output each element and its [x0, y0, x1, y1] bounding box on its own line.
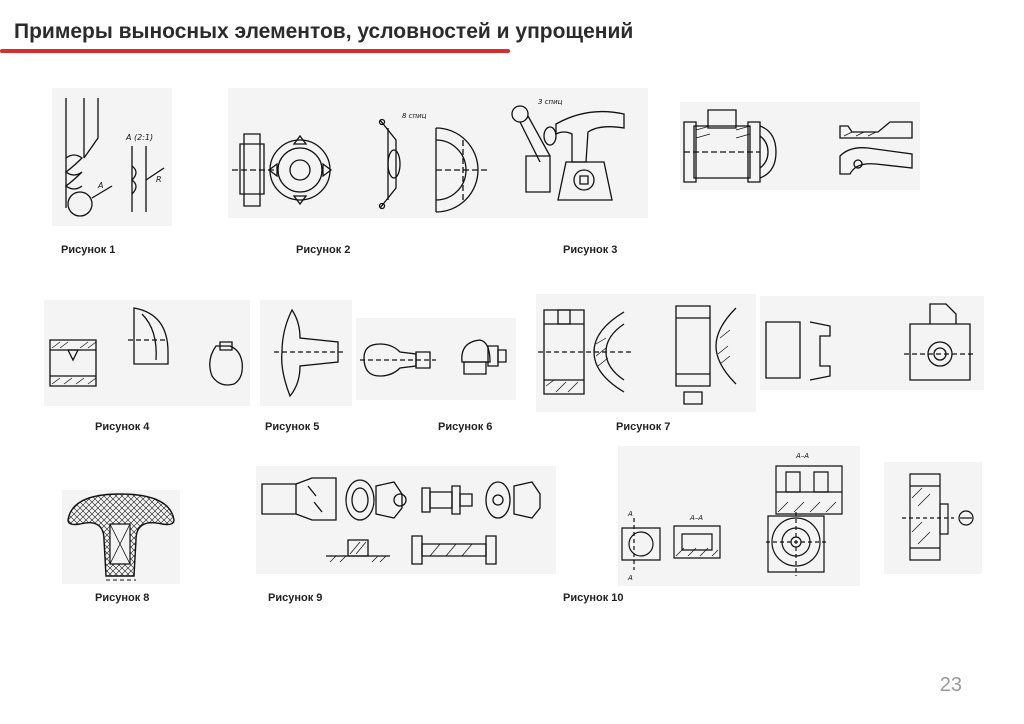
- figure-10-extra-drawing: [884, 462, 982, 574]
- figure-3-drawing: [680, 102, 920, 190]
- figure-6-caption: Рисунок 6: [438, 421, 493, 433]
- figure-2-caption: Рисунок 2: [296, 244, 351, 256]
- slide-title: Примеры выносных элементов, условностей и упрощений: [14, 20, 634, 43]
- figure-10-drawing: [618, 446, 860, 586]
- figure-10-label-a-top: A: [628, 510, 633, 518]
- figure-3-caption: Рисунок 3: [563, 244, 618, 256]
- figure-2-label-spokes-lever: 3 спиц: [538, 98, 563, 106]
- figure-1-label-view: A (2:1): [126, 133, 154, 142]
- figure-8-drawing: [62, 490, 180, 584]
- figure-5-caption: Рисунок 5: [265, 421, 320, 433]
- figure-9-caption: Рисунок 9: [268, 592, 323, 604]
- figure-7-caption: Рисунок 7: [616, 421, 671, 433]
- figure-9-drawing: [256, 466, 556, 574]
- figure-1-drawing: [52, 88, 172, 226]
- figure-5-drawing: [260, 300, 352, 406]
- page-number: 23: [939, 674, 962, 696]
- figure-10-caption: Рисунок 10: [563, 592, 624, 604]
- figure-2-drawing: [228, 88, 648, 218]
- figure-1-caption: Рисунок 1: [61, 244, 116, 256]
- figure-10-label-a-bottom: A: [628, 574, 633, 582]
- figure-6-drawing: [356, 318, 516, 400]
- figure-1-label-a: A: [98, 181, 104, 190]
- figure-7-extra-drawing: [760, 296, 984, 390]
- figure-8-caption: Рисунок 8: [95, 592, 150, 604]
- figure-7-drawing: [536, 294, 756, 412]
- title-underline: [0, 49, 510, 53]
- figure-10-label-section-2: A–A: [796, 452, 810, 460]
- figure-1-label-r: R: [156, 175, 162, 184]
- figure-10-label-section-1: A–A: [690, 514, 704, 522]
- figure-4-drawing: [44, 300, 250, 406]
- figure-4-caption: Рисунок 4: [95, 421, 150, 433]
- figure-2-label-spokes: 8 спиц: [402, 112, 427, 120]
